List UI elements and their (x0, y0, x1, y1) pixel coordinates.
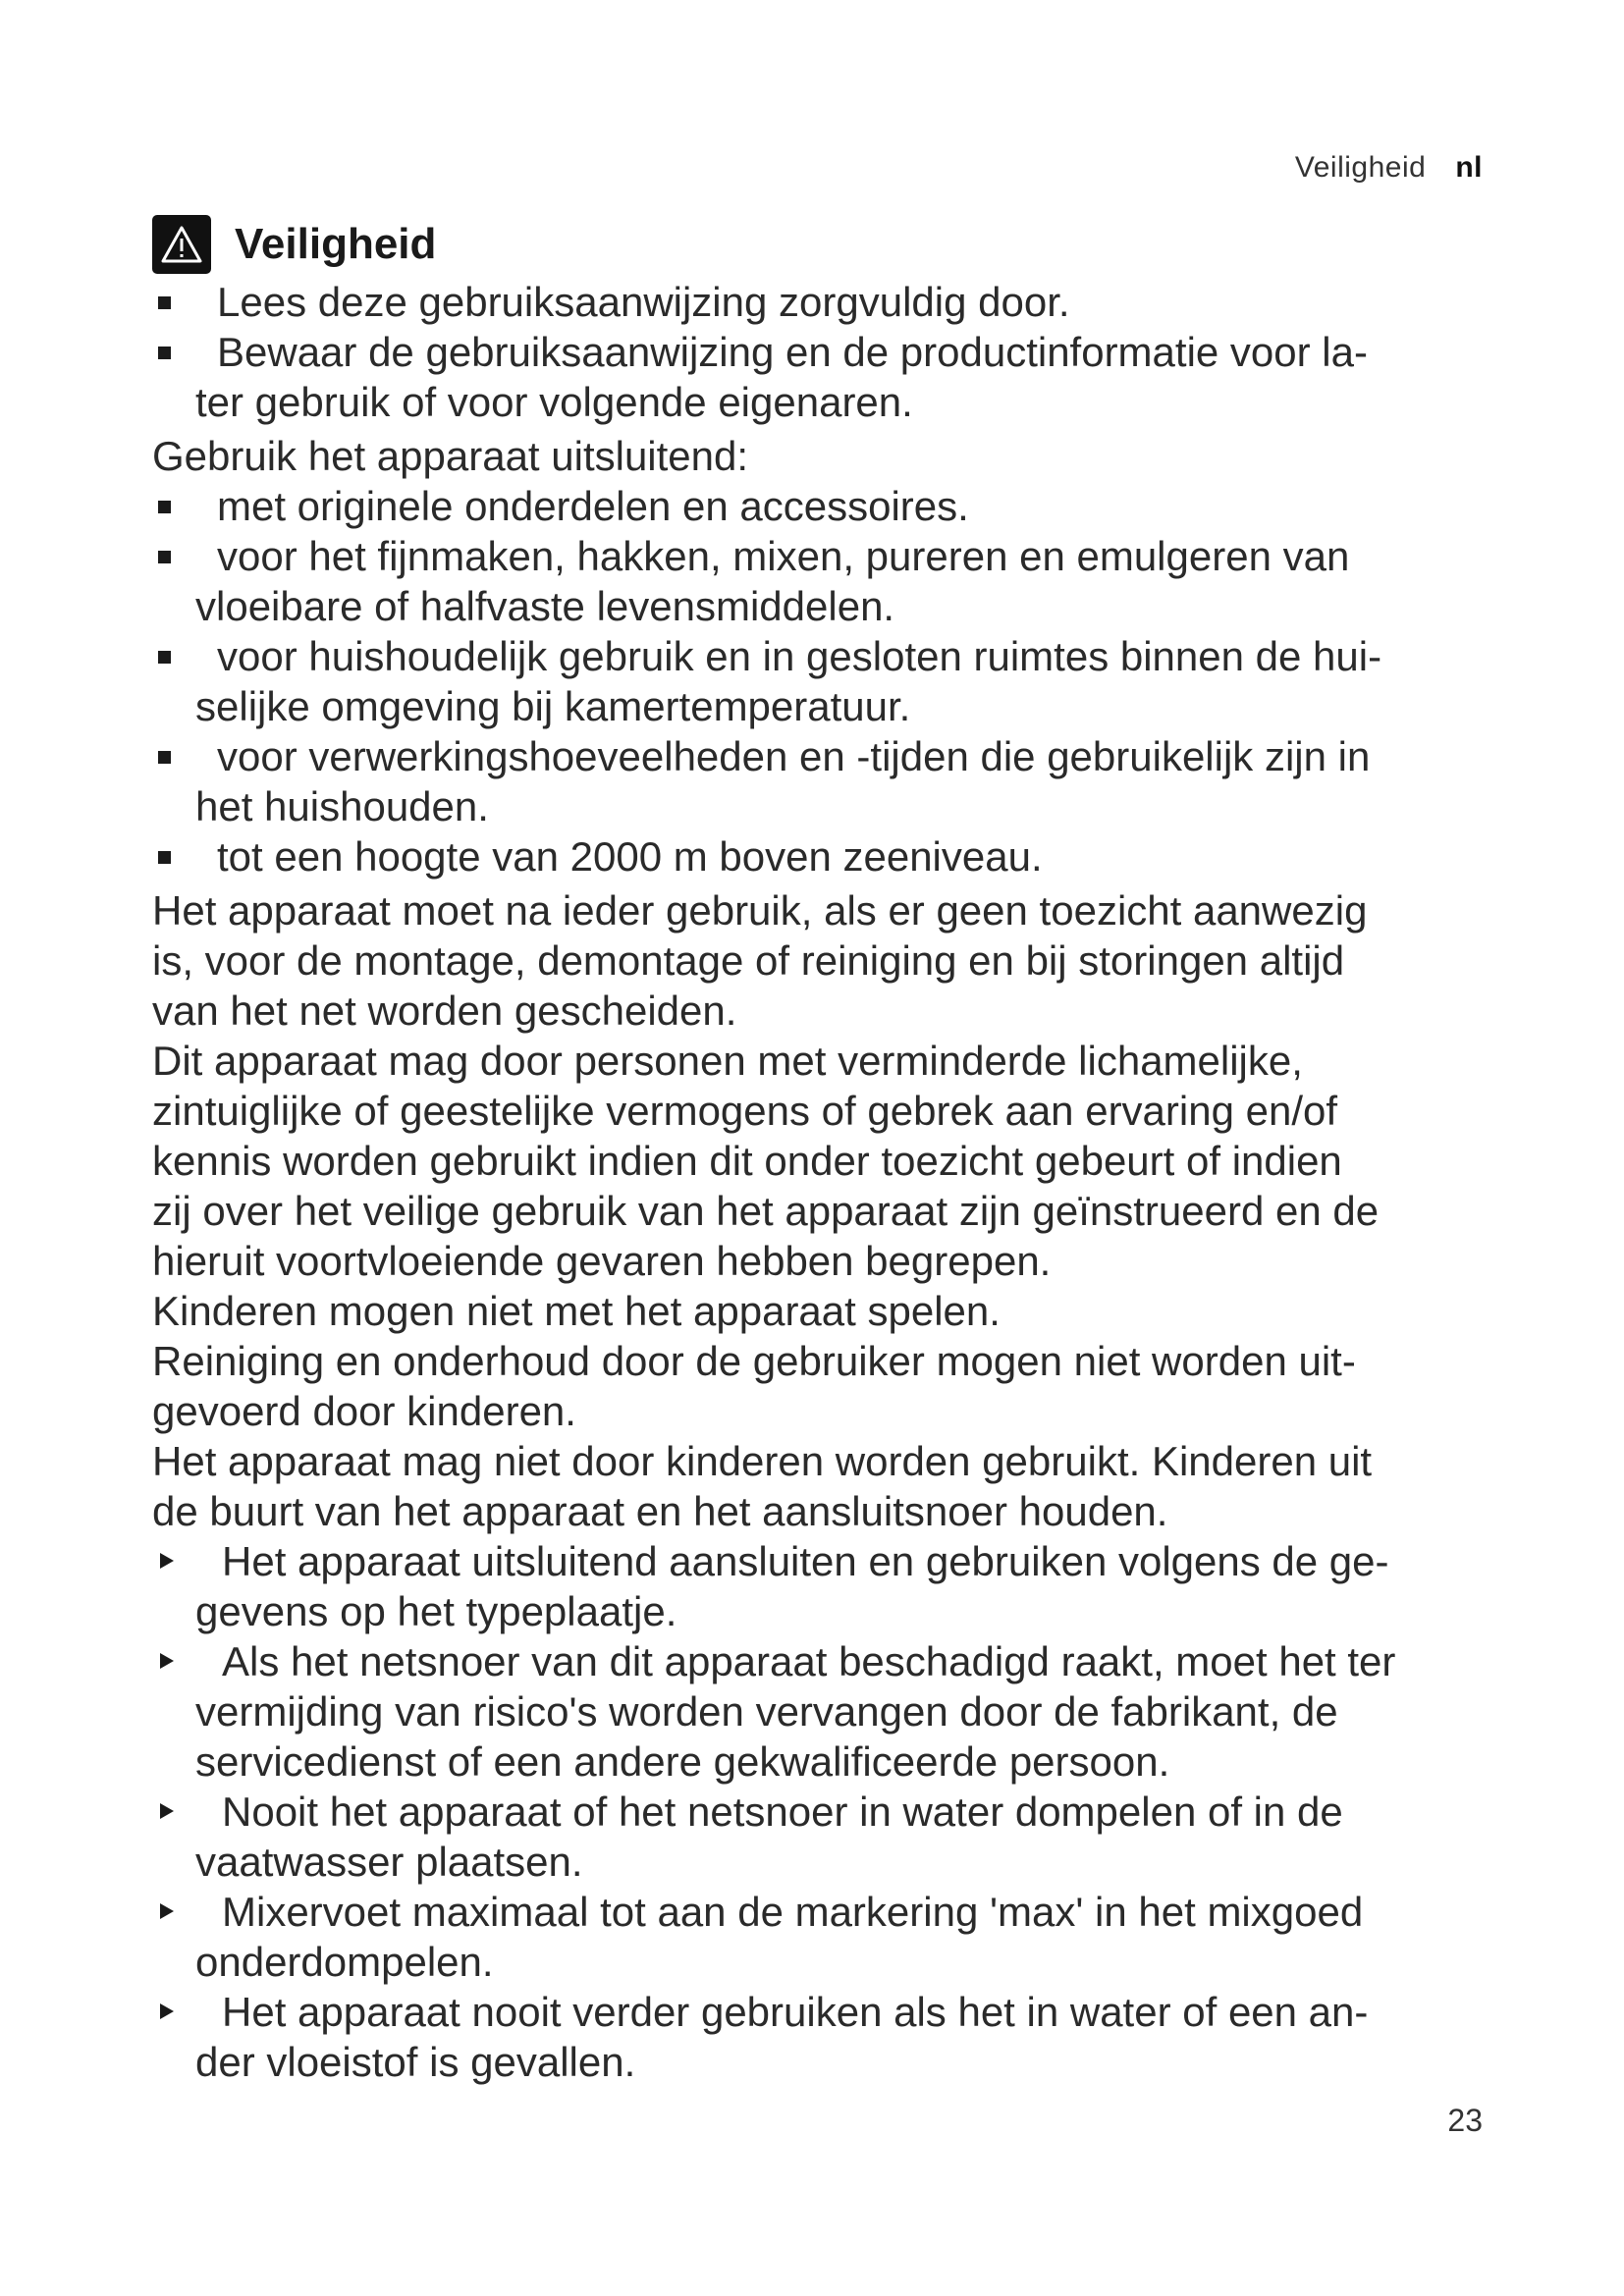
continuation-line: selijke omgeving bij kamertemperatuur. (195, 683, 911, 729)
bullet-item: voor verwerkingshoeveelheden en -tijden die gebruikelijk zijn in (152, 731, 1507, 781)
continuation-line: ter gebruik of voor volgende eigenaren. (195, 379, 913, 425)
continuation-line: vermijding van risico's worden vervangen door de fabrikant, de (195, 1688, 1338, 1735)
instruction-item: Het apparaat uitsluitend aansluiten en gebruiken volgens de ge- (152, 1536, 1507, 1586)
paragraph-line: zintuiglijke of geestelijke vermogens of gebrek aan ervaring en/of (152, 1088, 1338, 1134)
paragraph-line: de buurt van het apparaat en het aansluitsnoer houden. (152, 1488, 1168, 1534)
bullet-item: met originele onderdelen en accessoires. (152, 481, 1507, 531)
instruction-item: Mixervoet maximaal tot aan de markering 'max' in het mixgoed (152, 1887, 1507, 1937)
continuation-line: onderdompelen. (195, 1939, 494, 1985)
continuation-line: gevens op het typeplaatje. (195, 1588, 677, 1634)
continuation-line: der vloeistof is gevallen. (195, 2039, 636, 2085)
paragraph-line: hieruit voortvloeiende gevaren hebben begrepen. (152, 1238, 1052, 1284)
bullet-item: voor huishoudelijk gebruik en in gesloten ruimtes binnen de hui- (152, 631, 1507, 681)
safety-section (152, 214, 1507, 2087)
section-heading (152, 214, 1507, 275)
paragraph-line: Dit apparaat mag door personen met verminderde lichamelijke, (152, 1038, 1303, 1084)
paragraph-line: gevoerd door kinderen. (152, 1388, 576, 1434)
paragraph-line: Het apparaat mag niet door kinderen worden gebruikt. Kinderen uit (152, 1438, 1373, 1484)
continuation-line: vaatwasser plaatsen. (195, 1839, 583, 1885)
paragraph-line: Kinderen mogen niet met het apparaat spelen. (152, 1288, 1001, 1334)
continuation-line: servicedienst of een andere gekwalificeerde persoon. (195, 1738, 1170, 1785)
paragraph-line: van het net worden gescheiden. (152, 988, 737, 1034)
language-code: nl (1455, 151, 1483, 184)
continuation-line: het huishouden. (195, 783, 489, 829)
bullet-item: tot een hoogte van 2000 m boven zeeniveau. (152, 831, 1507, 881)
running-header (1295, 151, 1483, 185)
body-text (152, 277, 1507, 2087)
bullet-item: Lees deze gebruiksaanwijzing zorgvuldig door. (152, 277, 1507, 327)
paragraph-line: zij over het veilige gebruik van het apparaat zijn geïnstrueerd en de (152, 1188, 1380, 1234)
paragraph-line: Reiniging en onderhoud door de gebruiker mogen niet worden uit- (152, 1338, 1356, 1384)
continuation-line: vloeibare of halfvaste levensmiddelen. (195, 583, 895, 629)
instruction-item: Het apparaat nooit verder gebruiken als het in water of een an- (152, 1987, 1507, 2037)
warning-icon (152, 215, 211, 274)
paragraph-line: is, voor de montage, demontage of reiniging en bij storingen altijd (152, 937, 1345, 984)
instruction-item: Als het netsnoer van dit apparaat beschadigd raakt, moet het ter (152, 1636, 1507, 1686)
instruction-item: Nooit het apparaat of het netsnoer in water dompelen of in de (152, 1787, 1507, 1837)
section-title: Veiligheid (235, 220, 437, 268)
bullet-item: voor het fijnmaken, hakken, mixen, pureren en emulgeren van (152, 531, 1507, 581)
running-header-section: Veiligheid (1294, 151, 1427, 184)
paragraph-line: Gebruik het apparaat uitsluitend: (152, 433, 749, 479)
paragraph-line: Het apparaat moet na ieder gebruik, als er geen toezicht aanwezig (152, 887, 1368, 934)
paragraph-line: kennis worden gebruikt indien dit onder toezicht gebeurt of indien (152, 1138, 1342, 1184)
page-number: 23 (1447, 2103, 1483, 2138)
bullet-item: Bewaar de gebruiksaanwijzing en de productinformatie voor la- (152, 327, 1507, 377)
